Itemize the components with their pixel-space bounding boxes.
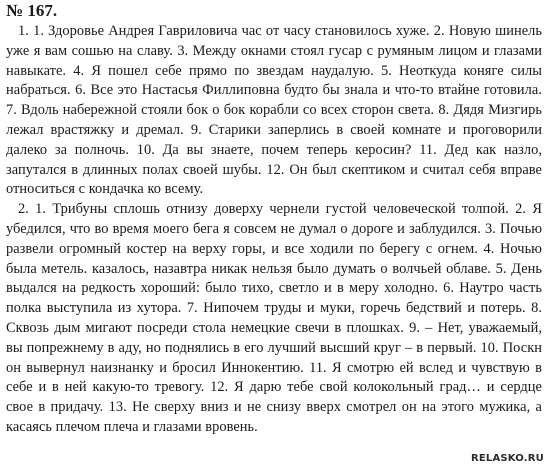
exercise-number: № 167. <box>6 1 58 20</box>
exercise-page <box>6 0 542 470</box>
site-watermark: RELASKO.RU <box>470 453 544 464</box>
exercise-part-1: 1. 1. Здоровье Андрея Гавриловича час от часу становилось хуже. 2. Новую шинель уже я вам сошью на славу. 3. Между окнами стоял гусар с румяным лицом и глазами навыкате. 4. Я пошел себе прямо по звездам наудалую. 5. Неоткуда коняге силы набраться. 6. Все это Настасья Филлиповна будто бы знала и что-то втайне готовила. 7. Вдоль набережной стояли бок о бок корабли со всех сторон света. 8. Дядя Мизгирь лежал врастяжку и дремал. 9. Старики заперлись в своей комнате и проговорили далеко за полночь. 10. Да вы знаете, почем теперь керосин? 11. Дед как назло, запутался в длинных полах своей шубы. 12. Он был скептиком и считал себя вправе относиться с кондачка ко всему. <box>6 23 542 198</box>
exercise-part-2: 2. 1. Трибуны сплошь отнизу доверху чернели густой человеческой толпой. 2. Я убедился, что во время моего бега я совсем не думал о дороге и заблудился. 3. Почью развели огромный костер на верху горы, и все ходили по берегу с огнем. 4. Ночью была метель. казалось, назавтра никак нельзя было думать о волчьей облаве. 5. День выдался на редкость хороший: было тихо, светло и в меру холодно. 6. Наутро часть полка выступила из хутора. 7. Нипочем труды и муки, горечь бедствий и потерь. 8. Сквозь дым мигают посреди стола немецкие свечи в плошках. 9. – Нет, уважаемый, вы попрежнему в аду, но поднялись в его лучший высший круг – в первый. 10. Поскн он вывернул наизнанку и бросил Иннокентию. 11. Я смотрю ей вслед и чувствую в себе и в ней какую-то тревогу. 12. Я дарю тебе свой колокольный град… и сердце свое в придачу. 13. Не сверху вниз и не снизу вверх смотрел он на этого мужика, а касаясь плечом плеча и глазами вровень. <box>6 201 542 435</box>
